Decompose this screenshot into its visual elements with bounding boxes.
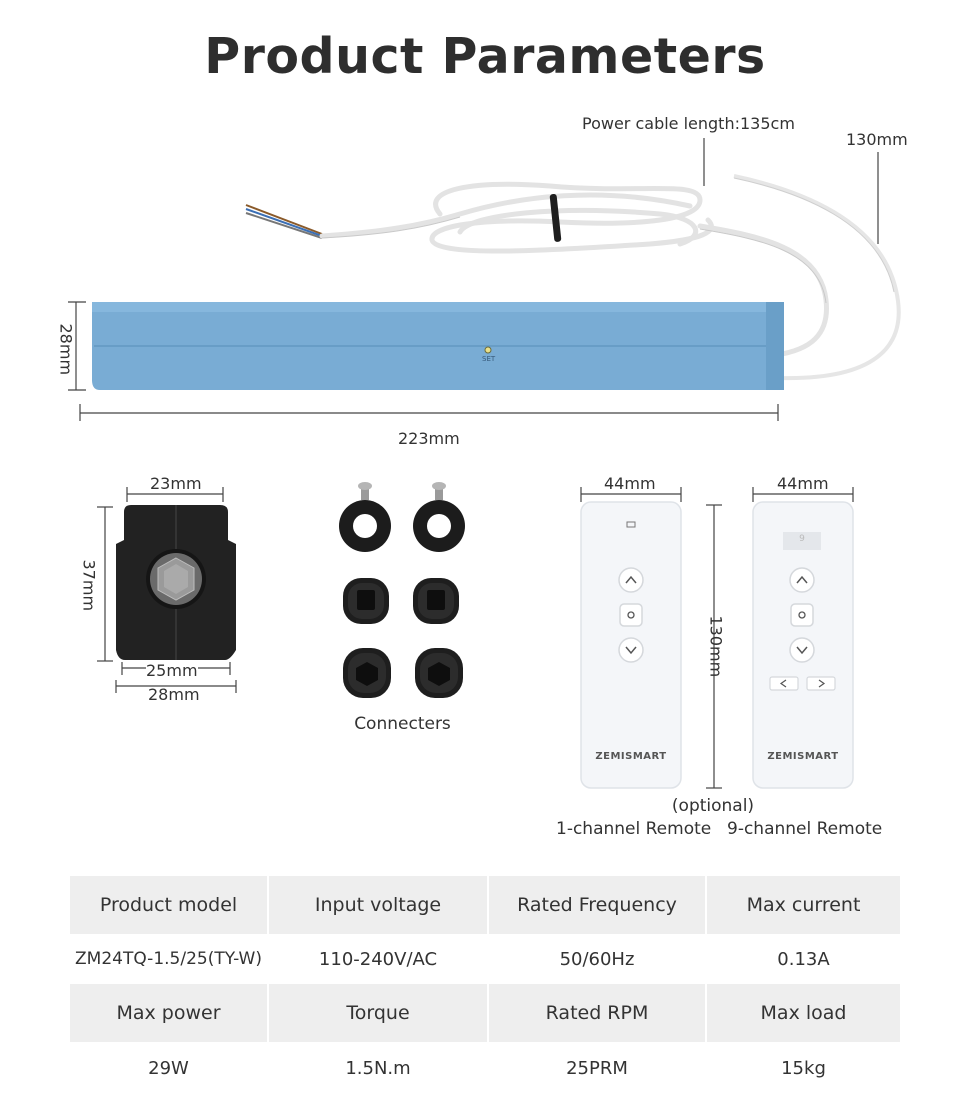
- spec-value: 29W: [70, 1042, 268, 1094]
- specs-header-row: [70, 876, 900, 934]
- motor-height-label: 28mm: [56, 323, 76, 376]
- remote-one-label: 1-channel Remote: [556, 819, 712, 839]
- spec-value: 15kg: [706, 1042, 900, 1094]
- spec-heading: Product model: [70, 876, 268, 934]
- specs-header-row: [70, 984, 900, 1042]
- specs-value-row: [70, 1042, 900, 1094]
- remote-nine-label: 9-channel Remote: [727, 819, 883, 839]
- spec-heading: Input voltage: [268, 876, 488, 934]
- bracket-top-width-label: 23mm: [150, 474, 202, 493]
- bracket-inner-width-label: 25mm: [146, 661, 198, 680]
- specs-value-row: [70, 934, 900, 984]
- spec-value: 50/60Hz: [488, 934, 706, 984]
- page-title: Product Parameters: [204, 28, 766, 85]
- remote-one-width-label: 44mm: [604, 474, 656, 493]
- spec-value: 110-240V/AC: [268, 934, 488, 984]
- remote-nine-width-label: 44mm: [777, 474, 829, 493]
- bracket-bottom-width-label: 28mm: [148, 685, 200, 704]
- spec-value: 0.13A: [706, 934, 900, 984]
- spec-heading: Max current: [706, 876, 900, 934]
- remote-nine-channel: [753, 502, 853, 788]
- remote-one-brand: ZEMISMART: [595, 751, 667, 762]
- optional-label: (optional): [671, 796, 755, 816]
- remote-nine-brand: ZEMISMART: [767, 751, 839, 762]
- set-label: SET: [482, 355, 496, 363]
- spec-value: 1.5N.m: [268, 1042, 488, 1094]
- spec-heading: Rated RPM: [488, 984, 706, 1042]
- spec-heading: Torque: [268, 984, 488, 1042]
- remote-height-label: 130mm: [706, 615, 726, 678]
- cable-length-label: Power cable length:135cm: [582, 114, 795, 133]
- spec-value: ZM24TQ-1.5/25(TY-W): [70, 934, 268, 984]
- bracket-height-label: 37mm: [79, 559, 99, 612]
- connectors-label: Connecters: [354, 714, 451, 734]
- tail-length-label: 130mm: [846, 130, 908, 149]
- specs-table: [70, 876, 900, 1094]
- spec-value: 25PRM: [488, 1042, 706, 1094]
- spec-heading: Max power: [70, 984, 268, 1042]
- spec-heading: Max load: [706, 984, 900, 1042]
- spec-heading: Rated Frequency: [488, 876, 706, 934]
- motor-length-label: 223mm: [398, 429, 460, 448]
- remote-one-channel: [581, 502, 681, 788]
- remote-nine-display: 9: [799, 534, 805, 544]
